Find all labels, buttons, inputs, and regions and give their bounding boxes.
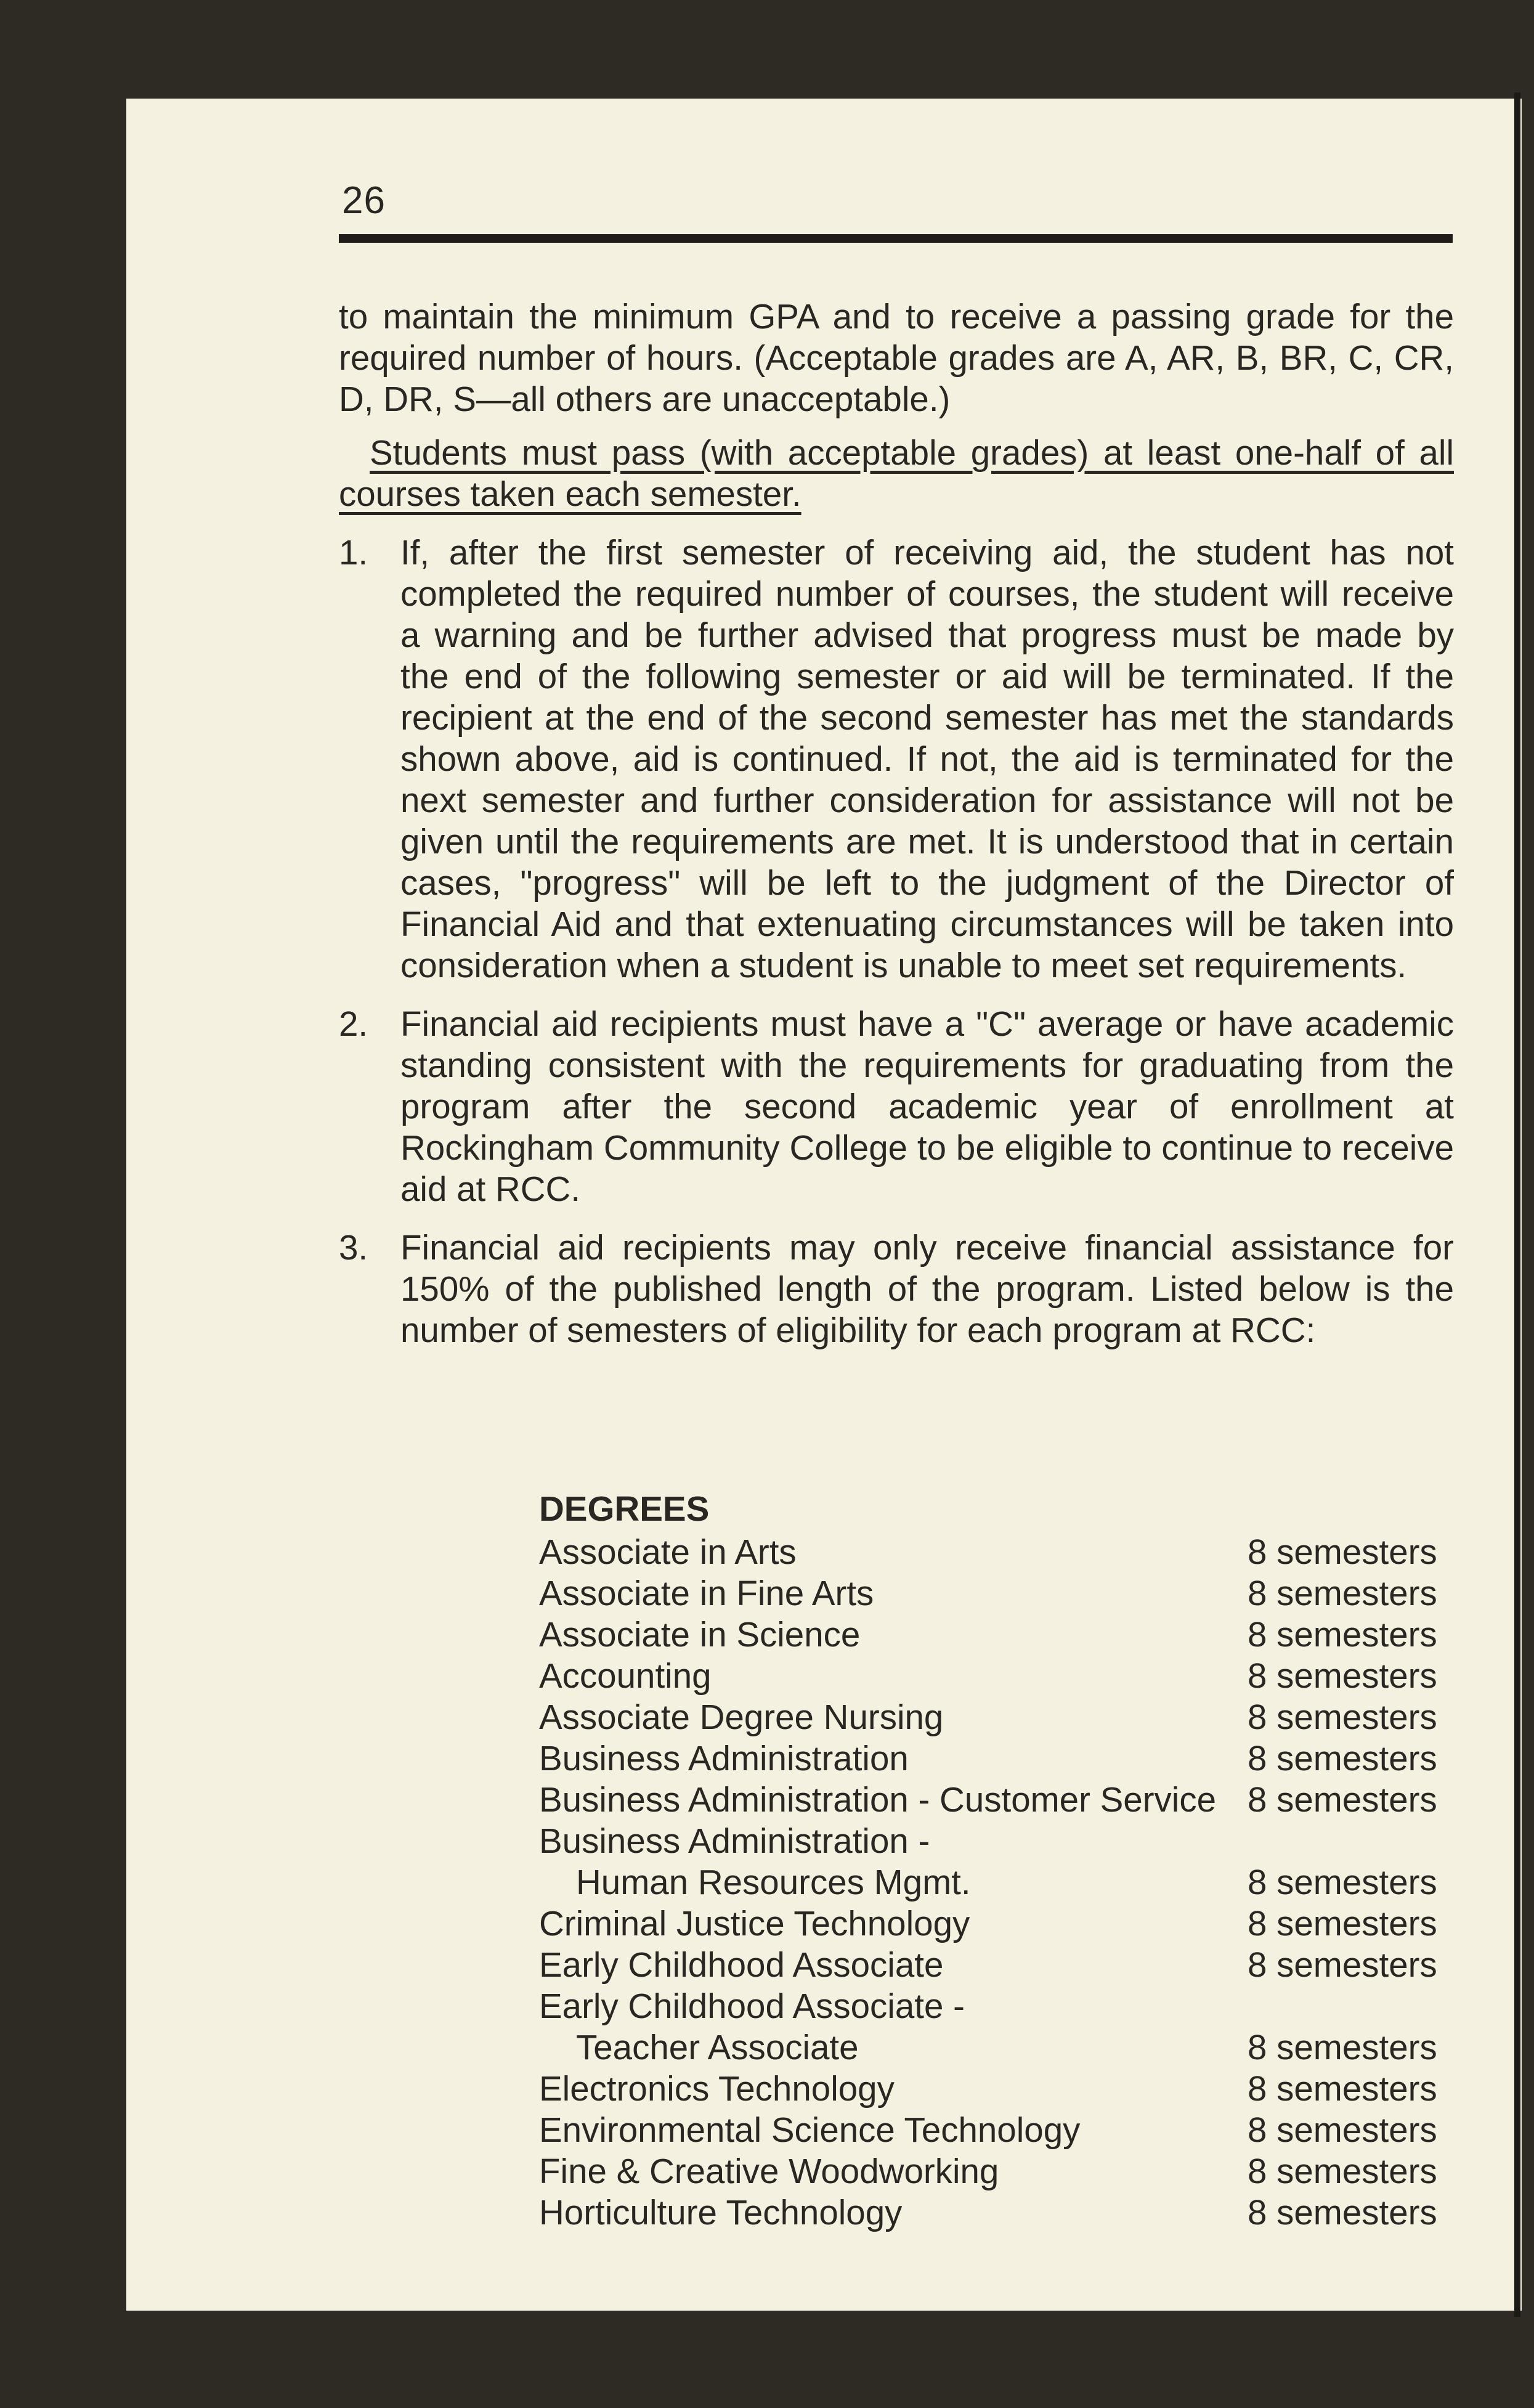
- program-name: Criminal Justice Technology: [539, 1904, 970, 1943]
- program-name: Environmental Science Technology: [539, 2110, 1081, 2149]
- document-page: [126, 99, 1522, 2311]
- table-row: [539, 2027, 1445, 2068]
- table-row: [539, 1614, 1445, 1655]
- table-row: [539, 1738, 1445, 1779]
- program-name: Teacher Associate: [576, 2028, 859, 2067]
- list-item: [339, 1003, 1454, 1210]
- program-name: Associate in Arts: [539, 1532, 797, 1571]
- table-row: [539, 1861, 1445, 1903]
- list-item: [339, 1227, 1454, 1351]
- program-name: Electronics Technology: [539, 2069, 895, 2108]
- intro-paragraph: to maintain the minimum GPA and to receive a passing grade for the required number of hours. (Acceptable grades are A, AR, B, BR, C, CR, D, DR, S—all others are unacceptable.): [339, 297, 1454, 418]
- header-rule: [339, 234, 1453, 243]
- program-duration: 8 semesters: [1248, 1945, 1437, 1984]
- list-item-number: 1.: [339, 533, 368, 572]
- table-row: [539, 1944, 1445, 1985]
- program-duration: [1248, 1985, 1445, 2027]
- program-duration: 8 semesters: [1248, 1739, 1437, 1778]
- page-edge: [1514, 92, 1520, 2317]
- program-name: Associate in Fine Arts: [539, 1574, 874, 1613]
- table-row: [539, 1696, 1445, 1738]
- program-duration: 8 semesters: [1248, 2069, 1437, 2108]
- table-row: [539, 1572, 1445, 1614]
- program-duration: [1248, 1820, 1445, 1861]
- program-name: Early Childhood Associate: [539, 1945, 944, 1984]
- list-item-number: 2.: [339, 1004, 368, 1043]
- program-name: Associate Degree Nursing: [539, 1698, 944, 1736]
- program-duration: 8 semesters: [1248, 1656, 1437, 1695]
- program-name: Business Administration: [539, 1739, 909, 1778]
- table-row: [539, 1820, 1445, 1861]
- table-row: [539, 1531, 1445, 1572]
- program-duration: 8 semesters: [1248, 1615, 1437, 1654]
- table-row: [539, 1655, 1445, 1696]
- program-duration: 8 semesters: [1248, 1574, 1437, 1613]
- body-text: [339, 296, 1454, 1368]
- programs-table: [539, 1488, 1445, 2233]
- program-name: Horticulture Technology: [539, 2193, 903, 2232]
- program-name: Business Administration - Customer Service: [539, 1780, 1217, 1819]
- list-item-text: If, after the first semester of receiving aid, the student has not completed the required number of courses, the student will receive a warning and be further advised that progress must be made by the end of the following semester or aid will be terminated. If the recipient at the end of the second semester has met the standards shown above, aid is continued. If not, the aid is terminated for the next semester and further consideration for assistance will not be given until the requirements are met. It is understood that in certain cases, "progress" will be left to the judgment of the Director of Financial Aid and that extenuating circumstances will be taken into consideration when a student is unable to meet set requirements.: [400, 533, 1454, 985]
- program-duration: 8 semesters: [1248, 2193, 1437, 2232]
- program-duration: 8 semesters: [1248, 2110, 1437, 2149]
- page-number: 26: [342, 179, 386, 222]
- table-row: [539, 2068, 1445, 2109]
- program-duration: 8 semesters: [1248, 1863, 1437, 1902]
- program-duration: 8 semesters: [1248, 1904, 1437, 1943]
- underlined-requirement: Students must pass (with acceptable grades) at least one-half of all courses taken each semester.: [339, 433, 1454, 513]
- program-name: Human Resources Mgmt.: [576, 1863, 971, 1902]
- program-duration: 8 semesters: [1248, 2152, 1437, 2190]
- table-row: [539, 2109, 1445, 2150]
- program-duration: 8 semesters: [1248, 1532, 1437, 1571]
- table-row: [539, 1903, 1445, 1944]
- list-item-text: Financial aid recipients must have a "C" average or have academic standing consistent with the requirements for graduating from the program after the second academic year of enrollment at Rockingham Community College to be eligible to continue to receive aid at RCC.: [400, 1004, 1454, 1208]
- program-name: Business Administration -: [539, 1821, 930, 1860]
- list-item-text: Financial aid recipients may only receive financial assistance for 150% of the published length of the program. Listed below is the number of semesters of eligibility for each program at RCC:: [400, 1228, 1454, 1349]
- table-row: [539, 2192, 1445, 2233]
- program-duration: 8 semesters: [1248, 1698, 1437, 1736]
- program-name: Associate in Science: [539, 1615, 861, 1654]
- table-row: [539, 2150, 1445, 2192]
- program-duration: 8 semesters: [1248, 1780, 1437, 1819]
- program-name: Accounting: [539, 1656, 712, 1695]
- programs-heading: DEGREES: [539, 1489, 710, 1528]
- program-duration: 8 semesters: [1248, 2028, 1437, 2067]
- program-name: Early Childhood Associate -: [539, 1987, 965, 2025]
- table-row: [539, 1779, 1445, 1820]
- list-item-number: 3.: [339, 1228, 368, 1267]
- list-item: [339, 532, 1454, 986]
- program-name: Fine & Creative Woodworking: [539, 2152, 999, 2190]
- table-row: [539, 1985, 1445, 2027]
